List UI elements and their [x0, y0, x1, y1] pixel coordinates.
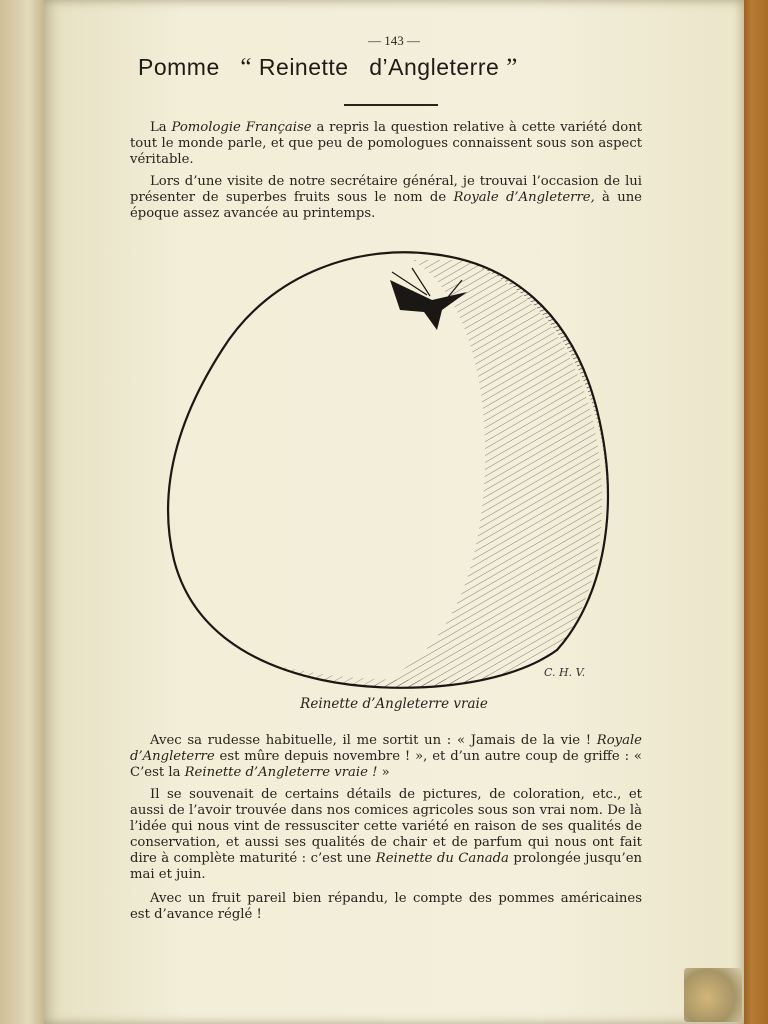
- text-run: a repris la question relative à cette variété dont tout le monde parle, et que peu de pomologues connaissent sous son aspect véritable.: [130, 120, 642, 167]
- italic-run: Pomologie Française: [171, 120, 312, 135]
- title-word-reinette: Reinette: [258, 54, 349, 80]
- left-page-edge: [0, 0, 49, 1024]
- italic-run: Reinette du Canada: [375, 851, 509, 866]
- paragraph-2: [130, 174, 642, 222]
- paragraph-1: [130, 120, 642, 168]
- text-run: Avec sa rudesse habituelle, il me sortit un : « Jamais de la vie !: [150, 733, 597, 748]
- illustration-caption: Reinette d’Angleterre vraie: [300, 696, 488, 712]
- page-number: — 143 —: [368, 33, 420, 48]
- text-run: »: [377, 765, 390, 780]
- title-word-pomme: Pomme: [138, 54, 220, 80]
- italic-run: Reinette d’Angleterre vraie !: [184, 765, 378, 780]
- title-underline: [344, 104, 438, 106]
- paragraph-4: [130, 787, 642, 883]
- text-run: Il se souvenait de certains détails de pictures, de coloration, etc., et aussi de l’avoir trouvée dans nos comices agricoles sous son vrai nom. De là l’idée qui nous vint de ressusciter cette variété en raison de ses qualités de conservation, et aussi ses qualités de chair et de parfum qui nous ont fait dire à complète maturité : c’est une: [130, 787, 642, 866]
- text-run: La: [150, 120, 172, 135]
- italic-run: Royale d’Angleterre,: [453, 190, 595, 205]
- paragraph-3: [130, 733, 642, 781]
- title-word-angleterre: d’Angleterre: [369, 54, 500, 80]
- text-run: est mûre depuis novembre ! », et d’un autre coup de griffe : « C’est la: [130, 749, 642, 780]
- corner-thumbnail: [684, 968, 742, 1022]
- book-cover-edge: [740, 0, 768, 1024]
- paragraph-5: [130, 891, 642, 923]
- title-close-quote: ”: [506, 54, 518, 81]
- apple-illustration: [162, 240, 612, 700]
- text-run: Lors d’une visite de notre secrétaire général, je trouvai l’occasion de lui présenter de superbes fruits sous le nom de: [130, 174, 642, 205]
- illustrator-signature: C. H. V.: [544, 666, 586, 679]
- book-page: [44, 0, 744, 1024]
- article-title: [138, 54, 698, 82]
- italic-run: Royale d’Angleterre: [130, 733, 642, 764]
- text-run: à une époque assez avancée au printemps.: [130, 190, 642, 221]
- title-open-quote: “: [240, 54, 253, 81]
- text-run: prolongée jusqu’en mai et juin.: [130, 851, 642, 882]
- text-run: Avec un fruit pareil bien répandu, le compte des pommes américaines est d’avance réglé !: [130, 891, 642, 922]
